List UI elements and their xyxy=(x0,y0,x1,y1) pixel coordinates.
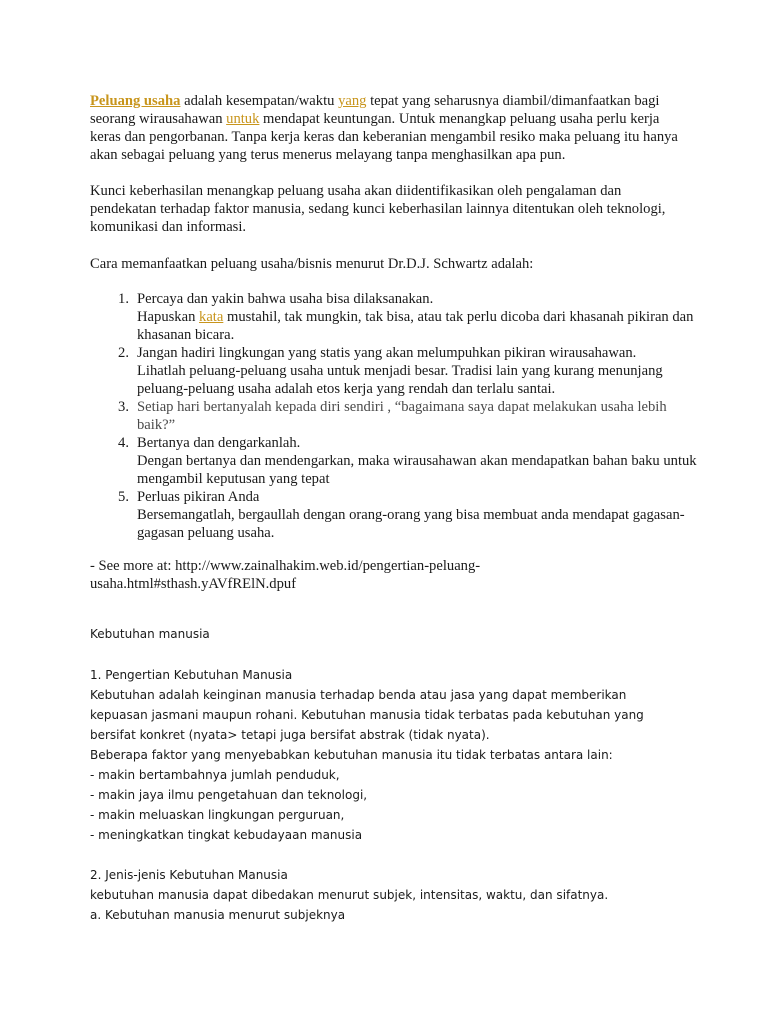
list-item-title: Percaya dan yakin bahwa usaha bisa dilaksanakan. xyxy=(137,291,434,307)
list-item xyxy=(90,488,700,542)
list-item-body xyxy=(137,344,700,398)
paragraph-text: adalah kesempatan/waktu xyxy=(180,93,339,109)
paragraph-pengertian: Kebutuhan adalah keinginan manusia terhadap benda atau jasa yang dapat memberikan kepuasan jasmani maupun rohani. Kebutuhan manusia tidak terbatas pada kebutuhan yang bersifat konkret (nyata> tetapi juga bersifat abstrak (tidak nyata). xyxy=(90,688,644,742)
list-item-title: Perluas pikiran Anda xyxy=(137,489,260,505)
bullet-item: - makin jaya ilmu pengetahuan dan teknologi, xyxy=(90,788,368,802)
heading-jenis: 2. Jenis-jenis Kebutuhan Manusia xyxy=(90,868,288,882)
list-number: 3. xyxy=(118,399,129,415)
list-number: 1. xyxy=(118,291,129,307)
bullet-item: - meningkatkan tingkat kebudayaan manusia xyxy=(90,828,363,842)
list-item-title: Jangan hadiri lingkungan yang statis yang akan melumpuhkan pikiran wirausahawan. xyxy=(137,345,637,361)
link-untuk[interactable]: untuk xyxy=(226,111,260,127)
bullet-item: - makin meluaskan lingkungan perguruan, xyxy=(90,808,345,822)
list-item-body xyxy=(137,290,700,344)
list-item-body xyxy=(137,488,700,542)
paragraph-text: tepat yang seharusnya diambil/dimanfaatkan bagi seorang wirausahawan xyxy=(90,93,660,127)
list-item xyxy=(90,344,700,398)
list-item-body xyxy=(137,398,700,434)
bullet-item: - makin bertambahnya jumlah penduduk, xyxy=(90,768,340,782)
paragraph-cara-memanfaatkan: Cara memanfaatkan peluang usaha/bisnis menurut Dr.D.J. Schwartz adalah: xyxy=(90,256,534,272)
list-item-text: Lihatlah peluang-peluang usaha untuk menjadi besar. Tradisi lain yang kurang menunjang peluang-peluang usaha adalah etos kerja yang rendah dan terlalu santai. xyxy=(137,363,663,397)
list-item-text: mustahil, tak mungkin, tak bisa, atau tak perlu dicoba dari khasanah pikiran dan khasanan bicara. xyxy=(137,309,694,343)
section-title: Kebutuhan manusia xyxy=(90,627,210,641)
paragraph-faktor: Beberapa faktor yang menyebabkan kebutuhan manusia itu tidak terbatas antara lain: xyxy=(90,748,613,762)
heading-pengertian: 1. Pengertian Kebutuhan Manusia xyxy=(90,668,293,682)
list-number: 5. xyxy=(118,489,129,505)
list-item xyxy=(90,398,700,434)
heading-subjek: a. Kebutuhan manusia menurut subjeknya xyxy=(90,908,346,922)
link-yang[interactable]: yang xyxy=(338,93,367,109)
list-item-text: Bersemangatlah, bergaullah dengan orang-orang yang bisa membuat anda mendapat gagasan-gagasan peluang usaha. xyxy=(137,507,685,541)
paragraph-peluang-usaha xyxy=(90,92,690,164)
list-item-text: Dengan bertanya dan mendengarkan, maka wirausahawan akan mendapatkan bahan baku untuk mengambil keputusan yang tepat xyxy=(137,453,697,487)
list-number: 2. xyxy=(118,345,129,361)
numbered-list xyxy=(90,290,700,542)
see-more-source: - See more at: http://www.zainalhakim.web.id/pengertian-peluang-usaha.html#sthash.yAVfRElN.dpuf xyxy=(90,558,481,592)
list-item-title: Bertanya dan dengarkanlah. xyxy=(137,435,301,451)
list-item-title: Setiap hari bertanyalah kepada diri sendiri , “bagaimana saya dapat melakukan usaha lebih baik?” xyxy=(137,399,667,433)
list-item-text: Hapuskan xyxy=(137,309,200,325)
list-item-body xyxy=(137,434,700,488)
link-peluang-usaha[interactable]: Peluang usaha xyxy=(90,93,181,109)
paragraph-jenis: kebutuhan manusia dapat dibedakan menurut subjek, intensitas, waktu, dan sifatnya. xyxy=(90,888,609,902)
list-number: 4. xyxy=(118,435,129,451)
list-item xyxy=(90,434,700,488)
paragraph-kunci-keberhasilan: Kunci keberhasilan menangkap peluang usaha akan diidentifikasikan oleh pengalaman dan pendekatan terhadap faktor manusia, sedang kunci keberhasilan lainnya ditentukan oleh teknologi, komunikasi dan informasi. xyxy=(90,183,666,235)
list-item xyxy=(90,290,700,344)
link-kata[interactable]: kata xyxy=(199,309,224,325)
paragraph-text: mendapat keuntungan. Untuk menangkap peluang usaha perlu kerja keras dan pengorbanan. Tanpa kerja keras dan keberanian mengambil resiko maka peluang itu hanya akan sebagai peluang yang terus menerus melayang tanpa menghasilkan apa pun. xyxy=(90,111,678,163)
